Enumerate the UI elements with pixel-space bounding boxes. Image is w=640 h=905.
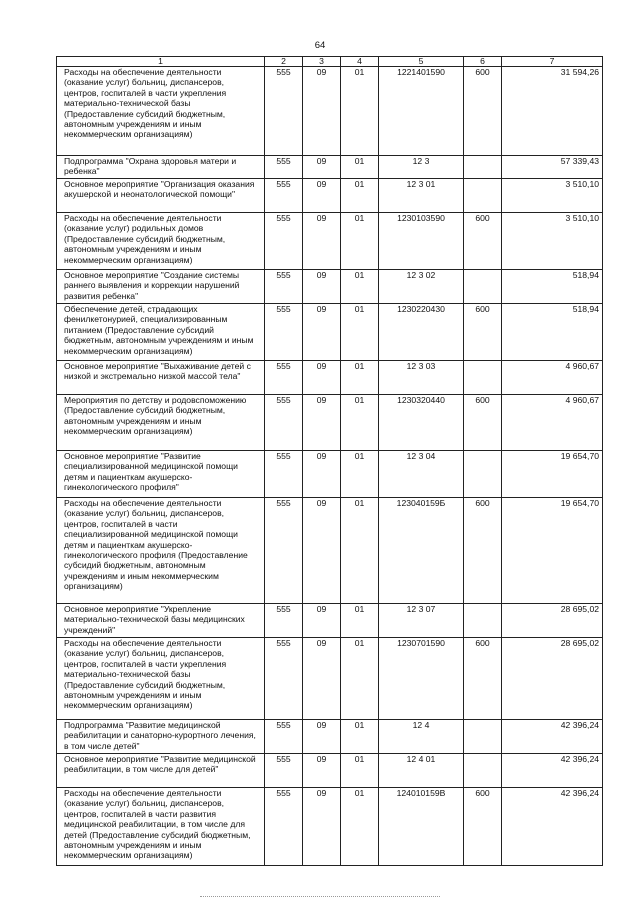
row-description: Расходы на обеспечение деятельности (оказание услуг) больниц, диспансеров, центров, госпиталей в части укрепления материально-технической базы (Предоставление субсидий бюджетным, автономным учреждениям и иным некоммерческим организациям) xyxy=(57,638,265,720)
row-expense-type: 600 xyxy=(464,395,502,451)
row-code-admin: 555 xyxy=(265,604,303,638)
row-description: Основное мероприятие "Создание системы раннего выявления и коррекции нарушений развития ребенка" xyxy=(57,270,265,304)
row-code-admin: 555 xyxy=(265,395,303,451)
row-subsection: 01 xyxy=(341,451,379,498)
row-amount: 28 695,02 xyxy=(502,604,603,638)
row-code-admin: 555 xyxy=(265,270,303,304)
table-row xyxy=(57,720,603,754)
table-row xyxy=(57,270,603,304)
row-expense-type xyxy=(464,156,502,179)
row-description: Расходы на обеспечение деятельности (оказание услуг) больниц, диспансеров, центров, госпиталей в части специализированной медицинской помощи детям и пациенткам акушерско-гинекологического профиля (Предоставление субсидий бюджетным, автономным учреждениям и иным некоммерческим организациям) xyxy=(57,498,265,604)
row-description: Мероприятия по детству и родовспоможению (Предоставление субсидий бюджетным, автономным учреждениям и иным некоммерческим организациям) xyxy=(57,395,265,451)
row-subsection: 01 xyxy=(341,498,379,604)
scan-edge-rule xyxy=(200,896,440,897)
row-amount: 3 510,10 xyxy=(502,213,603,270)
row-target-article: 12 4 01 xyxy=(379,754,464,788)
table-row xyxy=(57,67,603,156)
row-target-article: 1221401590 xyxy=(379,67,464,156)
row-code-admin: 555 xyxy=(265,451,303,498)
table-row xyxy=(57,498,603,604)
row-code-admin: 555 xyxy=(265,179,303,213)
row-target-article: 1230320440 xyxy=(379,395,464,451)
row-amount: 19 654,70 xyxy=(502,498,603,604)
row-section: 09 xyxy=(303,304,341,361)
row-expense-type: 600 xyxy=(464,498,502,604)
row-expense-type: 600 xyxy=(464,213,502,270)
row-description: Основное мероприятие "Организация оказания акушерской и неонатологической помощи" xyxy=(57,179,265,213)
row-amount: 4 960,67 xyxy=(502,361,603,395)
row-code-admin: 555 xyxy=(265,720,303,754)
row-amount: 518,94 xyxy=(502,304,603,361)
row-expense-type xyxy=(464,270,502,304)
row-code-admin: 555 xyxy=(265,156,303,179)
row-expense-type: 600 xyxy=(464,304,502,361)
row-expense-type xyxy=(464,361,502,395)
table-row xyxy=(57,451,603,498)
row-section: 09 xyxy=(303,270,341,304)
row-subsection: 01 xyxy=(341,304,379,361)
header-row xyxy=(57,57,603,67)
row-section: 09 xyxy=(303,451,341,498)
row-section: 09 xyxy=(303,67,341,156)
table-row xyxy=(57,213,603,270)
row-description: Основное мероприятие "Выхаживание детей с низкой и экстремально низкой массой тела" xyxy=(57,361,265,395)
row-description: Обеспечение детей, страдающих фенилкетонурией, специализированным питанием (Предоставление субсидий бюджетным, автономным учреждениям и иным некоммерческим организациям) xyxy=(57,304,265,361)
row-description: Основное мероприятие "Развитие специализированной медицинской помощи детям и пациенткам акушерско-гинекологического профиля" xyxy=(57,451,265,498)
row-description: Основное мероприятие "Укрепление материально-технической базы медицинских учреждений" xyxy=(57,604,265,638)
row-amount: 42 396,24 xyxy=(502,720,603,754)
row-description: Подпрограмма "Охрана здоровья матери и ребенка" xyxy=(57,156,265,179)
row-target-article: 12 3 xyxy=(379,156,464,179)
row-section: 09 xyxy=(303,754,341,788)
row-amount: 3 510,10 xyxy=(502,179,603,213)
table-row xyxy=(57,304,603,361)
row-expense-type xyxy=(464,451,502,498)
page-number: 64 xyxy=(314,40,326,51)
row-section: 09 xyxy=(303,213,341,270)
row-amount: 4 960,67 xyxy=(502,395,603,451)
row-subsection: 01 xyxy=(341,361,379,395)
row-subsection: 01 xyxy=(341,754,379,788)
row-subsection: 01 xyxy=(341,720,379,754)
header-col-3: 3 xyxy=(303,57,341,67)
row-description: Расходы на обеспечение деятельности (оказание услуг) родильных домов (Предоставление субсидий бюджетным, автономным учреждениям и иным некоммерческим организациям) xyxy=(57,213,265,270)
row-expense-type: 600 xyxy=(464,67,502,156)
row-amount: 42 396,24 xyxy=(502,788,603,866)
row-subsection: 01 xyxy=(341,156,379,179)
row-amount: 31 594,26 xyxy=(502,67,603,156)
row-target-article: 1230103590 xyxy=(379,213,464,270)
row-section: 09 xyxy=(303,498,341,604)
row-description: Основное мероприятие "Развитие медицинской реабилитации, в том числе для детей" xyxy=(57,754,265,788)
table-row xyxy=(57,754,603,788)
row-target-article: 124010159В xyxy=(379,788,464,866)
row-code-admin: 555 xyxy=(265,67,303,156)
row-target-article: 123040159Б xyxy=(379,498,464,604)
row-code-admin: 555 xyxy=(265,638,303,720)
row-subsection: 01 xyxy=(341,788,379,866)
row-code-admin: 555 xyxy=(265,754,303,788)
row-description: Расходы на обеспечение деятельности (оказание услуг) больниц, диспансеров, центров, госпиталей в части укрепления материально-технической базы (Предоставление субсидий бюджетным, автономным учреждениям и иным некоммерческим организациям) xyxy=(57,67,265,156)
table-row xyxy=(57,788,603,866)
row-code-admin: 555 xyxy=(265,788,303,866)
table-row xyxy=(57,638,603,720)
table-row xyxy=(57,179,603,213)
row-subsection: 01 xyxy=(341,395,379,451)
table-row xyxy=(57,604,603,638)
row-expense-type xyxy=(464,720,502,754)
row-expense-type: 600 xyxy=(464,788,502,866)
row-target-article: 12 3 04 xyxy=(379,451,464,498)
header-col-5: 5 xyxy=(379,57,464,67)
row-expense-type xyxy=(464,179,502,213)
row-section: 09 xyxy=(303,604,341,638)
header-col-2: 2 xyxy=(265,57,303,67)
row-target-article: 12 3 02 xyxy=(379,270,464,304)
row-expense-type xyxy=(464,754,502,788)
header-col-7: 7 xyxy=(502,57,603,67)
table-row xyxy=(57,395,603,451)
row-code-admin: 555 xyxy=(265,213,303,270)
row-target-article: 1230701590 xyxy=(379,638,464,720)
row-expense-type xyxy=(464,604,502,638)
row-section: 09 xyxy=(303,156,341,179)
row-section: 09 xyxy=(303,361,341,395)
row-description: Расходы на обеспечение деятельности (оказание услуг) больниц, диспансеров, центров, госпиталей в части развития медицинской реабилитации, в том числе для детей (Предоставление субсидий бюджетным, автономным учреждениям и иным некоммерческим организациям) xyxy=(57,788,265,866)
table-row xyxy=(57,156,603,179)
row-description: Подпрограмма "Развитие медицинской реабилитации и санаторно-курортного лечения, в том числе детей" xyxy=(57,720,265,754)
row-section: 09 xyxy=(303,395,341,451)
header-col-4: 4 xyxy=(341,57,379,67)
header-col-1: 1 xyxy=(57,57,265,67)
row-amount: 28 695,02 xyxy=(502,638,603,720)
row-section: 09 xyxy=(303,638,341,720)
row-subsection: 01 xyxy=(341,638,379,720)
row-code-admin: 555 xyxy=(265,498,303,604)
budget-table xyxy=(56,56,603,866)
row-section: 09 xyxy=(303,720,341,754)
row-target-article: 12 3 07 xyxy=(379,604,464,638)
row-amount: 19 654,70 xyxy=(502,451,603,498)
row-subsection: 01 xyxy=(341,604,379,638)
row-code-admin: 555 xyxy=(265,361,303,395)
row-target-article: 12 3 03 xyxy=(379,361,464,395)
row-target-article: 12 4 xyxy=(379,720,464,754)
header-col-6: 6 xyxy=(464,57,502,67)
row-subsection: 01 xyxy=(341,179,379,213)
row-expense-type: 600 xyxy=(464,638,502,720)
row-amount: 42 396,24 xyxy=(502,754,603,788)
row-subsection: 01 xyxy=(341,213,379,270)
row-code-admin: 555 xyxy=(265,304,303,361)
row-section: 09 xyxy=(303,179,341,213)
row-target-article: 1230220430 xyxy=(379,304,464,361)
table-row xyxy=(57,361,603,395)
row-subsection: 01 xyxy=(341,67,379,156)
row-section: 09 xyxy=(303,788,341,866)
row-amount: 57 339,43 xyxy=(502,156,603,179)
row-amount: 518,94 xyxy=(502,270,603,304)
row-subsection: 01 xyxy=(341,270,379,304)
row-target-article: 12 3 01 xyxy=(379,179,464,213)
